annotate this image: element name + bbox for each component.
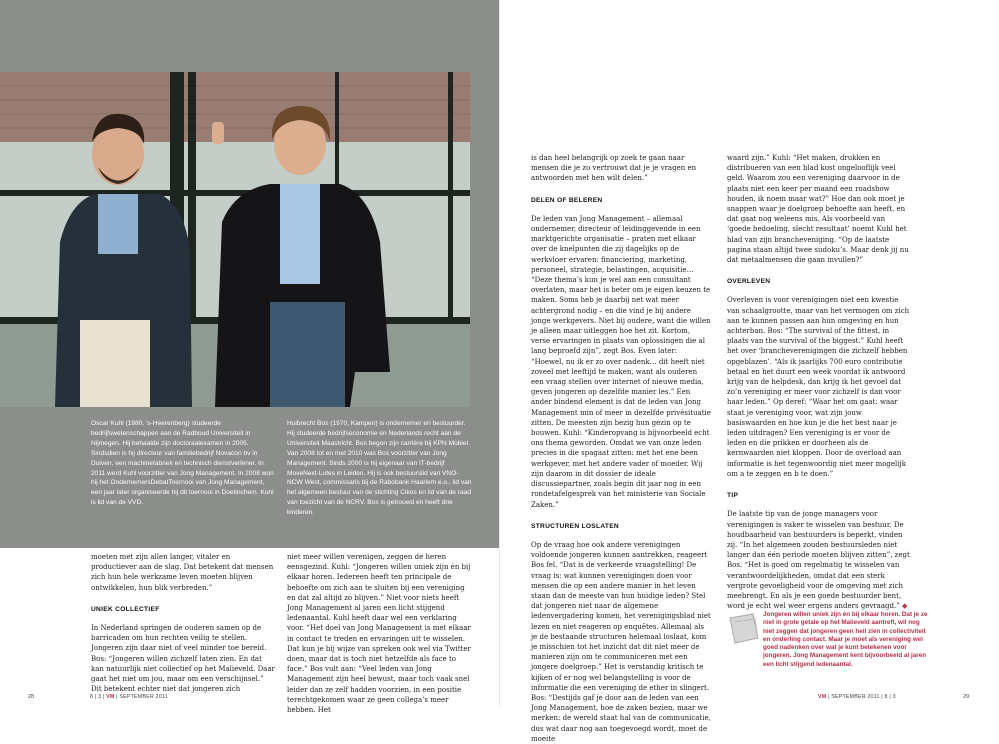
column-4-intro: waard zijn.” Kuhl: “Het maken, drukken en distribueren van een blad kost ongelooflijk veel geld. Waarom zou een vereniging daarvoor in de plaats niet een keer per maand een roadshow houden, ik noem maar wat?” Hoe dan ook moet je snappen waar je doelgroep behoefte aan heeft, en dat gaat nog weleens mis. Als voorbeeld van ‘goede bedoeling, slecht resultaat’ noemt Kuhl het blad van zijn brancheveniging. “Op de laatste pagina staan altijd twee sudoku’s. Maar denk jij nu dat metaalmensen die gaan invullen?” xyxy=(727,154,909,265)
caption-oscar-kuhl: Oscar Kuhl (1980, 's-Heerenberg) studeerde bedrijfswetenschappen aan de Radboud Universiteit in Nijmegen. Hij behaalde zijn doctoraalexamen in 2005. Sindsdien is hij directeur van familiebedrijf Novacon bv in Duiven, een machinefabriek en technisch dienstverlener. In 2011 werd Kuhl voorzitter van Jong Management. In 2008 won hij het OndernemersDebatToernooi van Jong Management, een jaar later organiseerde hij dit toernooi in Doetinchem. Kuhl is lid van de VVD. xyxy=(91,420,274,507)
column-4-body-2 xyxy=(727,509,910,611)
footer-issue-left: 8 | 3 | xyxy=(90,694,105,700)
heading-delen-of-beleren: DELEN OF BELEREN xyxy=(531,196,603,204)
column-3-body-1: De leden van Jong Management – allemaal ondernemer, directeur of leidinggevende in een marktgerichte organisatie – praten met elkaar over de knelpunten die zij dagelijks op de werkvloer ervaren: financiering, marketing, personeel, strategie, belastingen, acquisitie… “Deze thema’s kun je wel aan een consultant overlaten, maar het is beter om je eigen keuzen te maken. Soms heb je daarbij net wat meer achtergrond nodig – en die vind je bij andere jonge werkgevers. Niet bij oudere, want die willen je alleen maar uitleggen hoe het zit. Kortom, verse ervaringen in plaats van oplossingen die al lang beproefd zijn”, zegt Bos. Even later: “Hoewel, nu ik er zo over nadenk… dit heeft niet zoveel met leeftijd te maken, want als ouderen een vraag stellen over internet of nieuwe media, geven jongeren op dezelfde manier les.” Een ander bindend element is dat de leden van Jong Management min of meer in dezelfde privésituatie zitten. De meesten zijn bezig hun gezin op te bouwen. Kuhl: “Kinderopvang is bijvoorbeeld echt ons thema geworden. Omdat we van onze leden precies in die spagaat zitten: met het ene been werkgever, met het andere vader of moeder. Wij zijn daarom in dit dossier de ideale discussiepartner, zoals begin dit jaar nog in een rondetafelgesprek van het ministerie van Sociale Zaken.” xyxy=(531,214,711,509)
caption-huibrecht-bos: Huibrecht Bos (1970, Kampen) is ondernemer en bestuurder. Hij studeerde bedrijfseconomie en Nederlands recht aan de Universiteit Maastricht. Bos begon zijn carrière bij KPN Mobiel. Van 2008 tot en met 2010 was Bos voorzitter van Jong Management. Sinds 2000 is hij eigenaar van IT-bedrijf MoveNext-Lutes in Leiden. Hij is ook bestuurslid van VNO-NCW West, commissaris bij de Rabobank Haarlem e.o., lid van het algemeen bestuur van de stichting Cikos en lid van de raad van toezicht van de NCRV. Bos is getrouwd en heeft drie kinderen. xyxy=(287,420,472,517)
footer-issue-right: 8 | 3 xyxy=(884,694,896,700)
end-mark-icon: ◆ xyxy=(902,601,908,611)
heading-tip: TIP xyxy=(727,492,739,500)
footer-date-left: | SEPTEMBER 2011 xyxy=(116,694,168,700)
page-gutter xyxy=(499,0,500,707)
column-4 xyxy=(727,153,910,611)
column-3 xyxy=(531,153,711,744)
footer-left xyxy=(90,694,168,700)
heading-structuren-loslaten: STRUCTUREN LOSLATEN xyxy=(531,522,619,530)
page-number-right: 29 xyxy=(963,694,970,700)
column-4-body-2-text: De laatste tip van de jonge managers voor verenigingen is vaker te wisselen van bestuur. De houdbaarheid van bestuurders is beperkt, vinden zij. “In het algemeen zouden bestuursleden niet langer dan één periode moeten blijven zitten”, zegt Bos. “Het is goed om regelmatig te wisselen van verantwoordelijkheden, omdat dat een sterk vergrote gevoeligheid voor de omgeving met zich meebrengt. En als je een goede bestuurder bent, word je echt wel weer ergens anders gevraagd.” xyxy=(727,510,910,611)
column-1-body: In Nederland springen de ouderen samen op de barricaden om hun rechten veilig te stellen. Jongeren zijn daar niet of veel minder toe bereid. Bos: “Jongeren willen zichzelf laten zien. En dat kan natuurlijk niet collectief op het Malieveld. Daar gaat het niet om jou, maar om een verschijnsel.” Dit betekent echter niet dat jongeren zich xyxy=(91,624,275,694)
column-1 xyxy=(91,552,276,694)
pull-quote-box xyxy=(727,610,947,670)
footer-brand-right: VM xyxy=(818,694,827,700)
page-number-left: 28 xyxy=(28,694,35,700)
footer-brand-left: VM xyxy=(106,694,115,700)
column-3-intro: is dan heel belangrijk op zoek te gaan naar mensen die je zo vertrouwt dat je je vragen en antwoorden met hen wilt delen.” xyxy=(531,154,697,183)
portrait-photo xyxy=(0,72,470,407)
column-2-body: niet meer willen verenigen, zeggen de heren eensgezind. Kuhl: “Jongeren willen uniek zijn én bij elkaar horen. Iedereen heeft ten principale de behoefte om zich aan te sluiten bij een vereniging en dat zal altijd zo blijven.” Niet voor niets heeft Jong Management al jaren een licht stijgend ledenaantal. Kuhl heeft daar wel een verklaring voor. “Het doel van Jong Management is met elkaar in contact te treden en ervaringen uit te wisselen. Dat kun je bij wijze van spreken ook wel via Twitter doen, maar dat is toch niet hetzelfde als face to face.” Bos vult aan: “Veel leden van Jong Management zijn heel bewust, maar toch vaak snel leider dan ze zelf hadden voorzien, in een positie terechtgekomen waar ze geen collega’s meer hebben. Het xyxy=(287,553,471,715)
column-2 xyxy=(287,552,475,715)
column-3-body-2: Op de vraag hoe ook andere verenigingen voldoende jongeren kunnen aantrekken, reageert Bos fel. “Dat is de verkeerde vraagstelling! De vraag is: wat kunnen verenigingen doen voor mensen die op een andere manier in het leven staan dan de meeste van hun huidige leden? Stel dat jongeren niet naar de algemene ledenvergadering komen, het verenigingsblad niet lezen en niet reageren op enquêtes. Allemaal als je de bestaande structuren helemaal loslaat, kom je misschien tot het inzicht dat dit niet meer de manieren zijn om te communiceren met een jongere doelgroep.” Het is verstandig kritisch te kijken of er nog wel belangstelling is voor de informatie die een vereniging de ether in slingert. Bos: “Destijds gaf je door aan de leden van een Jong Management, hoe de zaken bezien, maar we merken: de wereld staat hal van de communicatie, dus wat daar nog aan toegevoegd wordt, moet de moeite xyxy=(531,540,711,743)
heading-uniek-collectief: UNIEK COLLECTIEF xyxy=(91,605,160,613)
column-1-intro: moeten met zijn allen langer, vitaler en productiever aan de slag. Dat betekent dat mensen zich hun hele werkzame leven moeten blijven ontwikkelen, hun blik verbreden.” xyxy=(91,553,274,592)
heading-overleven: OVERLEVEN xyxy=(727,278,771,286)
column-4-body-1: Overleven is voor verenigingen niet een kwestie van schaalgrootte, maar van het vermogen om zich aan te kunnen passen aan hun omgeving en hun achterban. Bos: “The survival of the fittest, in plaats van the survival of the biggest.” Kuhl heeft het over ‘brancheverenigingen die zichzelf hebben opgeblazen’. “Als ik jaarlijks 700 euro contributie betaal en het duurt een week voordat ik antwoord krijg van de helpdesk, dan krijg ik het gevoel dat zo’n vereniging er meer voor zichzelf is dan voor haar leden.” Op deref: “Waar het om gaat: waar staat je vereniging voor, wat zijn jouw basiswaarden en hoe kun je die het best naar je leden uitdragen? Een vereniging is er voor de leden en die prikken er doorheen als de kernwaarden niet kloppen. Door de overload aan informatie is het tegenwoordig niet meer mogelijk om a te zeggen en b te doen.” xyxy=(727,296,910,478)
portrait-illustration xyxy=(0,72,470,407)
pull-quote-text: Jongeren willen uniek zijn én bij elkaar horen. Dat je ze niet in grote getale op het Malieveld aantreft, wil nog niet zeggen dat jongeren geen heil zien in collectiviteit en onderling contact. Maar je moet als vereniging wel goed nadenken over wat je kunt betekenen voor jongeren. Jong Management kent bijvoorbeeld al jaren een licht stijgend ledenaantal. xyxy=(763,611,928,668)
footer-right xyxy=(818,694,896,700)
quote-card-icon xyxy=(727,612,761,648)
footer-date-right: | SEPTEMBER 2011 | xyxy=(828,694,883,700)
